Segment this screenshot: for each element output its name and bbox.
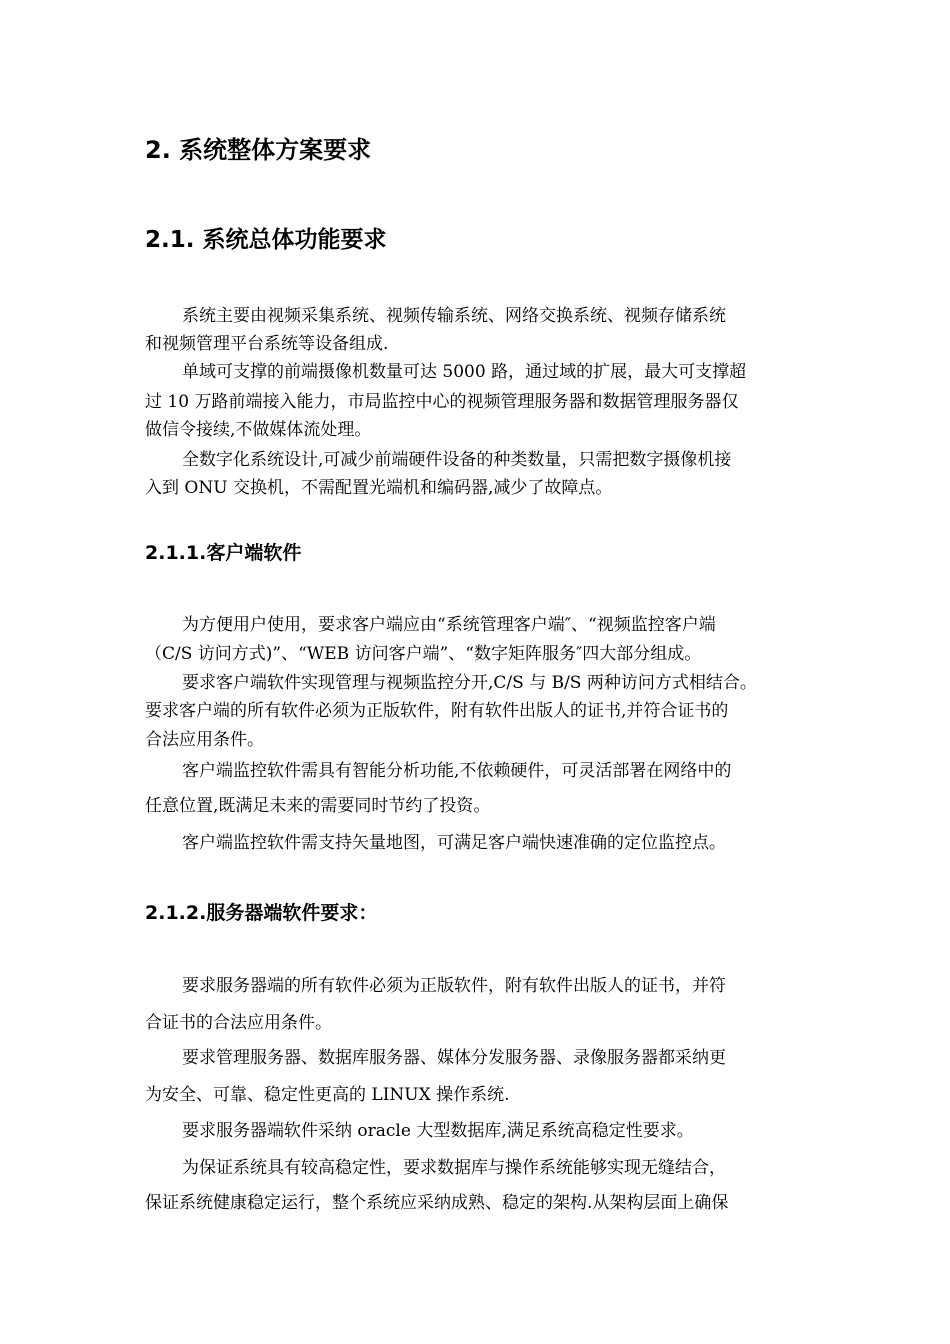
paragraph-line: 客户端监控软件需具有智能分析功能,不依赖硬件，可灵活部署在网络中的: [182, 761, 732, 781]
paragraph-line: 做信令接续,不做媒体流处理。: [145, 420, 372, 440]
paragraph-line: 和视频管理平台系统等设备组成.: [145, 334, 389, 354]
paragraph-line: 为保证系统具有较高稳定性，要求数据库与操作系统能够实现无缝结合，: [182, 1158, 726, 1178]
paragraph-line: 要求客户端的所有软件必须为正版软件，附有软件出版人的证书,并符合证书的: [145, 701, 729, 721]
paragraph-line: 为方便用户使用，要求客户端应由“系统管理客户端″、“视频监控客户端: [182, 615, 716, 635]
heading-2-1: 2.1. 系统总体功能要求: [145, 227, 387, 253]
paragraph-line: 系统主要由视频采集系统、视频传输系统、网络交换系统、视频存储系统: [182, 306, 726, 326]
paragraph-line: 合法应用条件。: [145, 730, 264, 750]
heading-2-1-2: 2.1.2.服务器端软件要求：: [145, 902, 378, 924]
paragraph-line: 保证系统健康稳定运行，整个系统应采纳成熟、稳定的架构.从架构层面上确保: [145, 1193, 729, 1213]
paragraph-line: （C/S 访问方式)”、“WEB 访问客户端”、“数字矩阵服务″四大部分组成。: [145, 644, 702, 664]
paragraph-line: 要求服务器端软件采纳 oracle 大型数据库,满足系统高稳定性要求。: [182, 1121, 694, 1141]
paragraph-line: 单域可支撑的前端摄像机数量可达 5000 路，通过域的扩展，最大可支撑超: [182, 362, 747, 382]
paragraph-line: 过 10 万路前端接入能力，市局监控中心的视频管理服务器和数据管理服务器仅: [145, 392, 739, 412]
paragraph-line: 为安全、可靠、稳定性更高的 LINUX 操作系统.: [145, 1085, 510, 1105]
heading-2-1-1: 2.1.1.客户端软件: [145, 542, 302, 564]
paragraph-line: 要求客户端软件实现管理与视频监控分开,C/S 与 B/S 两种访问方式相结合。: [182, 673, 757, 693]
paragraph-line: 全数字化系统设计,可减少前端硬件设备的种类数量，只需把数字摄像机接: [182, 450, 732, 470]
paragraph-line: 客户端监控软件需支持矢量地图，可满足客户端快速准确的定位监控点。: [182, 833, 726, 853]
paragraph-line: 任意位置,既满足未来的需要同时节约了投资。: [145, 796, 491, 816]
paragraph-line: 要求服务器端的所有软件必须为正版软件，附有软件出版人的证书，并符: [182, 976, 726, 996]
paragraph-line: 合证书的合法应用条件。: [145, 1013, 332, 1033]
heading-2: 2. 系统整体方案要求: [145, 136, 372, 164]
paragraph-line: 要求管理服务器、数据库服务器、媒体分发服务器、录像服务器都采纳更: [182, 1048, 726, 1068]
paragraph-line: 入到 ONU 交换机，不需配置光端机和编码器,减少了故障点。: [145, 478, 613, 498]
